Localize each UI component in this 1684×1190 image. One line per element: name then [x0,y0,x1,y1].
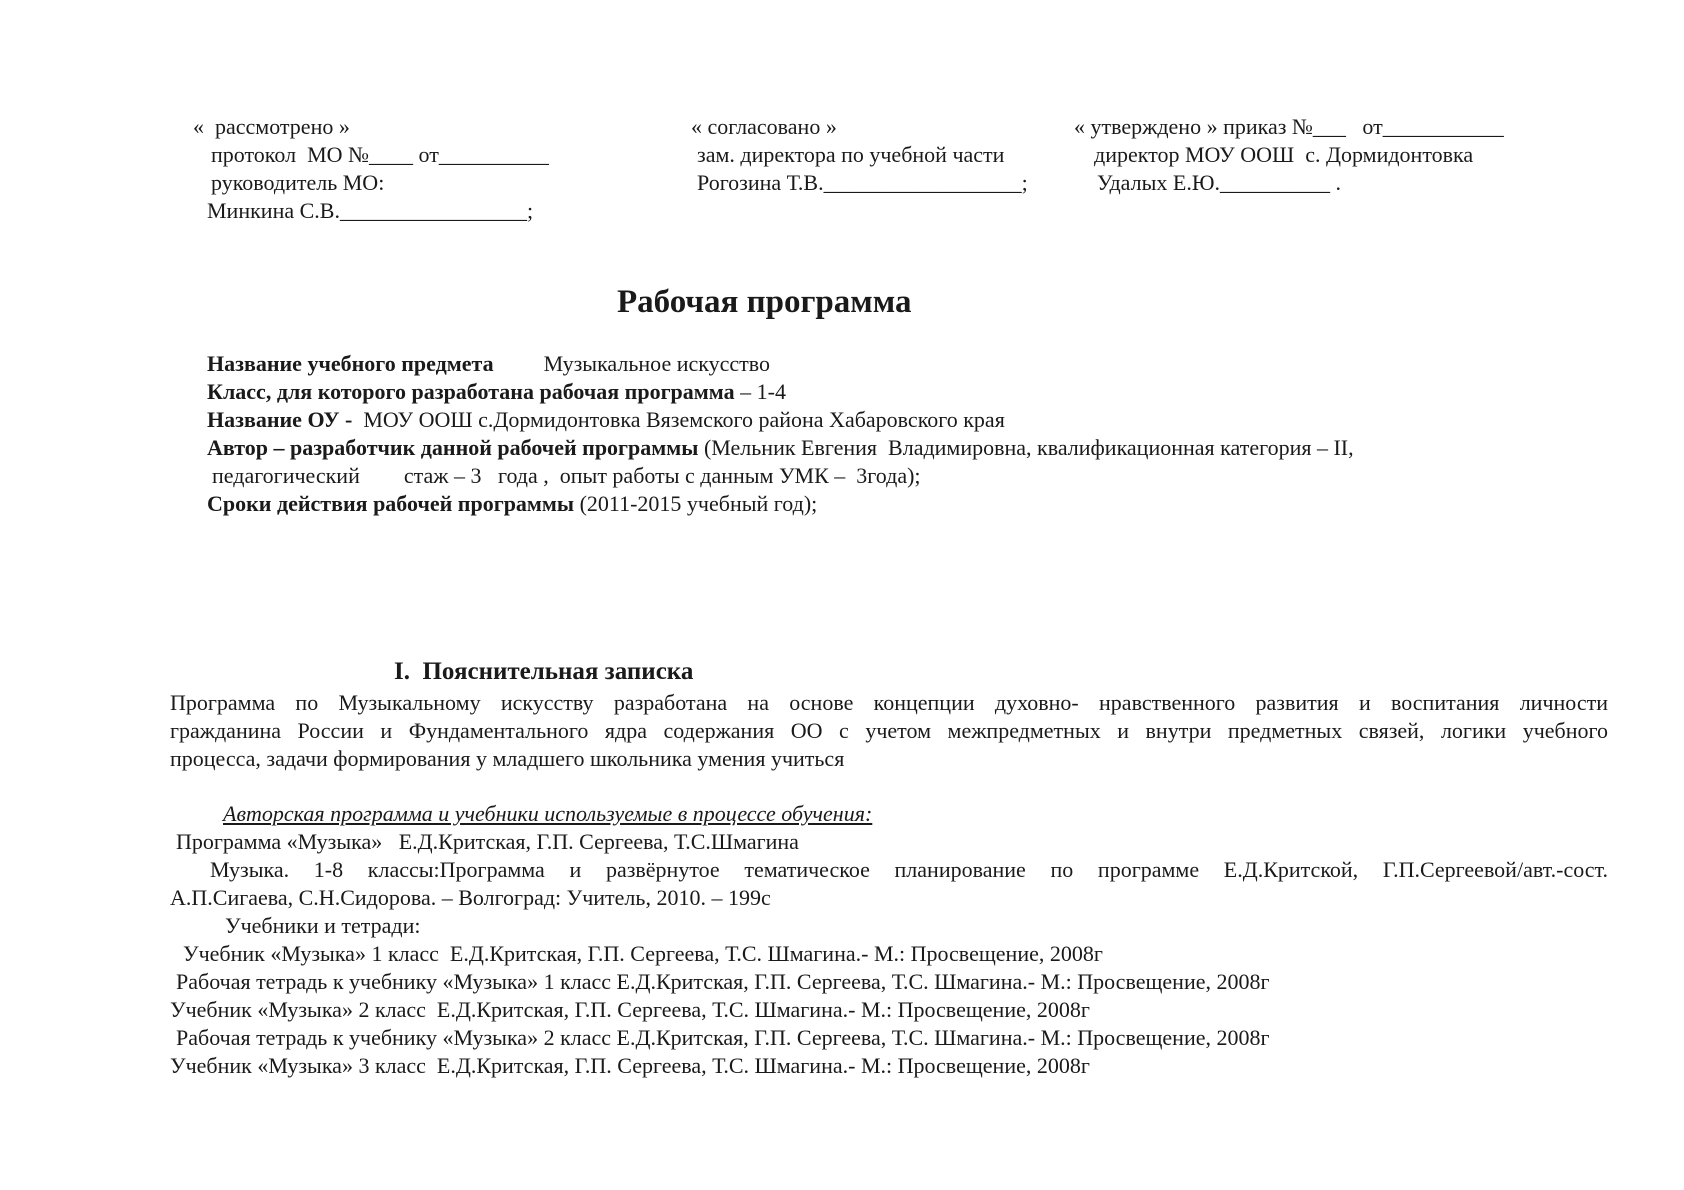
school-label: Название ОУ - [207,407,353,432]
school-value: МОУ ООШ с.Дормидонтовка Вяземского района Хабаровского края [363,407,1005,432]
list-item: Учебник «Музыка» 1 класс Е.Д.Критская, Г.П. Сергеева, Т.С. Шмагина.- М.: Просвещение, 2008г [183,941,1103,966]
term-label: Сроки действия рабочей программы [207,491,575,516]
books-heading: Учебники и тетради: [225,913,421,938]
class-value: – 1-4 [740,379,786,404]
intro-line-3: процесса, задачи формирования у младшего школьника умения учиться [170,746,845,771]
list-item: Рабочая тетрадь к учебнику «Музыка» 2 класс Е.Д.Критская, Г.П. Сергеева, Т.С. Шмагина.- М.: Просвещение, 2008г [176,1025,1270,1050]
approved-position: директор МОУ ООШ с. Дормидонтовка [1094,142,1474,167]
agreed-position: зам. директора по учебной части [697,142,1005,167]
intro-line-2: гражданина России и Фундаментального ядра содержания ОО с учетом межпредметных и внутри предметных связей, логики учебного [170,718,1608,743]
term-row [207,490,817,518]
section-heading: I. Пояснительная записка [394,658,694,685]
agreed-signature: Рогозина Т.В.__________________; [697,170,1028,195]
list-item: Учебник «Музыка» 3 класс Е.Д.Критская, Г.П. Сергеева, Т.С. Шмагина.- М.: Просвещение, 2008г [170,1053,1090,1078]
subject-row [207,350,770,378]
approved-title: « утверждено » приказ №___ от___________ [1074,114,1504,139]
program-line: Программа «Музыка» Е.Д.Критская, Г.П. Сергеева, Т.С.Шмагина [176,829,799,854]
author-value: (Мельник Евгения Владимировна, квалификационная категория – II, [703,435,1354,460]
class-row [207,378,786,406]
author-row-continued: педагогический стаж – 3 года , опыт работы с данным УМК – 3года); [212,463,921,488]
reviewed-protocol: протокол МО №____ от__________ [211,142,549,167]
list-item: Рабочая тетрадь к учебнику «Музыка» 1 класс Е.Д.Критская, Г.П. Сергеева, Т.С. Шмагина.- М.: Просвещение, 2008г [176,969,1270,994]
class-label: Класс, для которого разработана рабочая программа [207,379,735,404]
list-item: Учебник «Музыка» 2 класс Е.Д.Критская, Г.П. Сергеева, Т.С. Шмагина.- М.: Просвещение, 2008г [170,997,1090,1022]
school-row [207,406,1005,434]
reviewed-signature: Минкина С.В._________________; [207,198,534,223]
author-label: Автор – разработчик данной рабочей программы [207,435,699,460]
program-heading: Авторская программа и учебники используемые в процессе обучения: [223,801,873,826]
approved-signature: Удалых Е.Ю.__________ . [1097,170,1341,195]
intro-line-1: Программа по Музыкальному искусству разработана на основе концепции духовно- нравственного развития и воспитания личности [170,690,1608,715]
term-value: (2011-2015 учебный год); [579,491,818,516]
subject-value: Музыкальное искусство [543,351,771,376]
reviewed-title: « рассмотрено » [193,114,350,139]
music-program-line-2: А.П.Сигаева, С.Н.Сидорова. – Волгоград: Учитель, 2010. – 199с [170,885,771,910]
agreed-title: « согласовано » [691,114,837,139]
music-program-line-1: Музыка. 1-8 классы:Программа и развёрнутое тематическое планирование по программе Е.Д.Критской, Г.П.Сергеевой/авт.-сост. [210,857,1608,882]
author-row [207,434,1354,462]
subject-label: Название учебного предмета [207,351,494,376]
page-title: Рабочая программа [617,284,912,320]
reviewed-head: руководитель МО: [211,170,385,195]
